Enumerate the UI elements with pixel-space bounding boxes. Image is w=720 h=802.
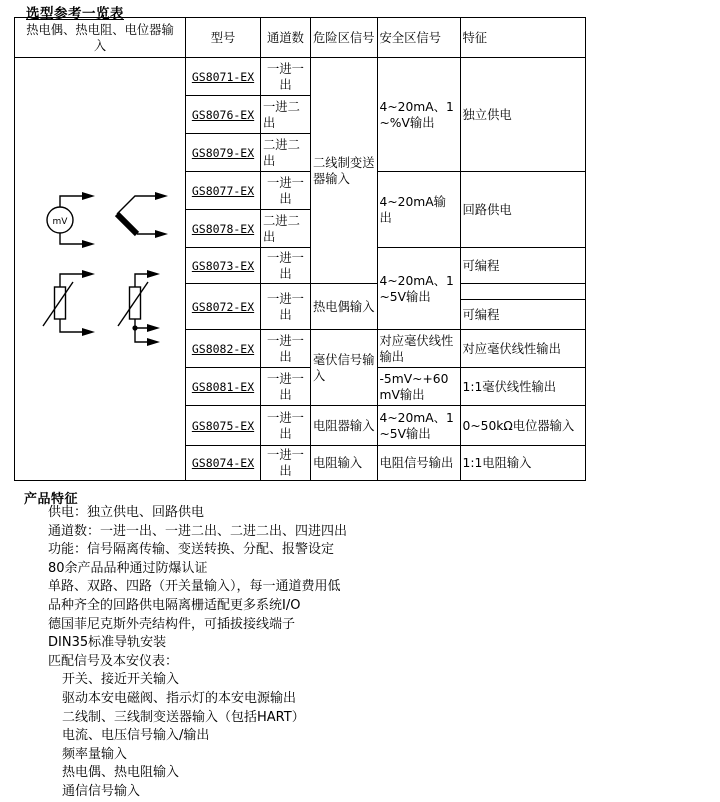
model-cell bbox=[186, 58, 261, 96]
model-link[interactable]: GS8082-EX bbox=[191, 341, 255, 356]
channels-cell: 一进一出 bbox=[261, 58, 311, 96]
model-link[interactable]: GS8076-EX bbox=[191, 107, 255, 122]
feature-cell: 回路供电 bbox=[460, 172, 585, 248]
channels-cell: 二进二出 bbox=[261, 134, 311, 172]
sensor-symbols bbox=[25, 182, 175, 352]
model-cell bbox=[186, 284, 261, 330]
model-cell bbox=[186, 368, 261, 406]
feature-line: 通道数：一进一出、一进二出、二进二出、四进四出 bbox=[48, 523, 348, 539]
model-link[interactable]: GS8071-EX bbox=[191, 69, 255, 84]
safe-signal-cell: 4~20mA输出 bbox=[377, 172, 460, 248]
safe-signal-cell: 4~20mA、1~5V输出 bbox=[377, 406, 460, 446]
header-model: 型号 bbox=[186, 18, 261, 58]
feature-line: 电流、电压信号输入/输出 bbox=[62, 728, 210, 744]
channels-cell: 一进一出 bbox=[261, 172, 311, 210]
channels-cell: 一进一出 bbox=[261, 330, 311, 368]
feature-line: 单路、双路、四路（开关量输入），每一通道费用低 bbox=[48, 579, 341, 595]
header-safe-signal: 安全区信号 bbox=[377, 18, 460, 58]
feature-line: 品种齐全的回路供电隔离栅适配更多系统I/O bbox=[48, 597, 301, 613]
hazard-signal-cell: 毫伏信号输入 bbox=[311, 330, 378, 406]
channels-cell: 一进一出 bbox=[261, 248, 311, 284]
feature-line: 80余产品品种通过防爆认证 bbox=[48, 560, 208, 576]
feature-line: 二线制、三线制变送器输入（包括HART） bbox=[62, 709, 305, 725]
thermocouple-icon bbox=[117, 192, 168, 238]
channels-cell: 一进一出 bbox=[261, 446, 311, 481]
safe-signal-cell: -5mV~+60mV输出 bbox=[377, 368, 460, 406]
feature-cell: 可编程 bbox=[460, 300, 585, 330]
feature-cell: 独立供电 bbox=[460, 58, 585, 172]
model-link[interactable]: GS8078-EX bbox=[191, 221, 255, 236]
feature-cell: 可编程 bbox=[460, 248, 585, 284]
feature-line: 频率量输入 bbox=[62, 746, 128, 762]
feature-line: DIN35标准导轨安装 bbox=[48, 635, 167, 651]
model-link[interactable]: GS8081-EX bbox=[191, 379, 255, 394]
feature-cell: 1:1电阻输入 bbox=[460, 446, 585, 481]
model-link[interactable]: GS8079-EX bbox=[191, 145, 255, 160]
header-feature: 特征 bbox=[460, 18, 585, 58]
feature-line: 供电：独立供电、回路供电 bbox=[48, 505, 205, 520]
safe-signal-cell: 4~20mA、1~%V输出 bbox=[377, 58, 460, 172]
model-link[interactable]: GS8072-EX bbox=[191, 299, 255, 314]
input-types-diagram bbox=[15, 58, 186, 481]
feature-cell: 0~50kΩ电位器输入 bbox=[460, 406, 585, 446]
model-cell bbox=[186, 446, 261, 481]
model-cell bbox=[186, 248, 261, 284]
feature-cell: 1:1毫伏线性输出 bbox=[460, 368, 585, 406]
header-hazard-signal: 危险区信号 bbox=[311, 18, 378, 58]
potentiometer-icon bbox=[118, 270, 160, 346]
model-cell bbox=[186, 406, 261, 446]
model-link[interactable]: GS8077-EX bbox=[191, 183, 255, 198]
svg-text:mV: mV bbox=[52, 217, 68, 227]
safe-signal-cell: 对应毫伏线性输出 bbox=[377, 330, 460, 368]
feature-line: 开关、接近开关输入 bbox=[62, 672, 180, 688]
model-cell bbox=[186, 96, 261, 134]
product-features-title: 产品特征 bbox=[24, 492, 79, 507]
page-title: 选型参考一览表 bbox=[26, 6, 124, 22]
selection-reference-table bbox=[14, 17, 586, 481]
feature-line: 驱动本安电磁阀、指示灯的本安电源输出 bbox=[62, 690, 297, 706]
model-link[interactable]: GS8075-EX bbox=[191, 418, 255, 433]
feature-line: 热电偶、热电阻输入 bbox=[62, 765, 180, 781]
channels-cell: 二进二出 bbox=[261, 210, 311, 248]
header-input-types: 热电偶、热电阻、电位器输入 bbox=[15, 18, 186, 58]
feature-cell: 对应毫伏线性输出 bbox=[460, 330, 585, 368]
safe-signal-cell: 4~20mA、1~5V输出 bbox=[377, 248, 460, 330]
mv-source-icon bbox=[47, 192, 95, 248]
feature-line: 德国菲尼克斯外壳结构件，可插拔接线端子 bbox=[48, 616, 296, 632]
model-link[interactable]: GS8073-EX bbox=[191, 258, 255, 273]
table-row bbox=[15, 58, 586, 96]
feature-line: 通信信号输入 bbox=[62, 783, 141, 799]
hazard-signal-cell: 热电偶输入 bbox=[311, 284, 378, 330]
model-cell bbox=[186, 330, 261, 368]
model-cell bbox=[186, 172, 261, 210]
product-features-list bbox=[0, 504, 720, 802]
hazard-signal-cell: 电阻器输入 bbox=[311, 406, 378, 446]
channels-cell: 一进一出 bbox=[261, 368, 311, 406]
rtd-icon bbox=[43, 270, 95, 336]
channels-cell: 一进一出 bbox=[261, 284, 311, 330]
hazard-signal-cell: 电阻输入 bbox=[311, 446, 378, 481]
channels-cell: 一进一出 bbox=[261, 406, 311, 446]
model-cell bbox=[186, 134, 261, 172]
model-link[interactable]: GS8074-EX bbox=[191, 456, 255, 470]
feature-line: 功能：信号隔离传输、变送转换、分配、报警设定 bbox=[48, 542, 335, 558]
header-channels: 通道数 bbox=[261, 18, 311, 58]
channels-cell: 一进二出 bbox=[261, 96, 311, 134]
hazard-signal-cell: 二线制变送器输入 bbox=[311, 58, 378, 284]
model-cell bbox=[186, 210, 261, 248]
safe-signal-cell: 电阻信号输出 bbox=[377, 446, 460, 481]
feature-line: 匹配信号及本安仪表： bbox=[48, 653, 179, 669]
feature-cell bbox=[460, 284, 585, 300]
